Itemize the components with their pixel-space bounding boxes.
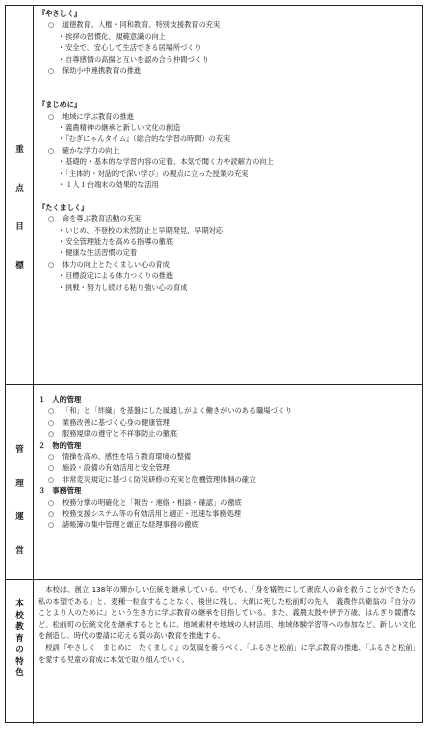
goal-subitem: ・基礎的・基本的な学習内容の定着、本気で聞く力や読解力の向上 <box>58 157 274 167</box>
label-jyuten-mokuhyo <box>6 146 33 300</box>
management-item-text: 業務改善に基づく心身の健康管理 <box>62 417 170 427</box>
goal-heading: 『やさしく』 <box>38 9 82 18</box>
goal-item-text: 保幼小中連携教育の推進 <box>62 66 142 76</box>
goal-item-text: 道徳教育、人権・同和教育、特別支援教育の充実 <box>62 20 221 30</box>
tokushoku-paragraph-1: 本校は、創立 138年の輝かしい伝統を継承している。中でも、「身を犠牲にして衆庶人の命を救うことができたら私の本望である」と、麦種一粒食することなく、後世に残し、大飢に死した松前町の先人 義農作兵衛翁の『自分のことより人のために』という生き方に学ぶ教育の継承を目指している。また、義農太鼓や伊予万歳、はんぎり競漕など、松前町の伝統文化を継承するとともに、地域素材や地域の人材活用、地域体験学習等への参加など、新しい文化を創造し、時代の要請に応える質の高い教育を推進する。 <box>38 585 416 641</box>
management-item <box>38 405 418 416</box>
school-plan-table <box>5 5 423 723</box>
label-char: 教 <box>15 622 24 632</box>
section-divider <box>6 384 422 385</box>
management-item-text: 諸帳簿の集中管理と厳正な経理事務の徹底 <box>62 520 199 530</box>
goal-subitem: ・挑戦・努力し続ける粘り強い心の育成 <box>58 282 188 292</box>
circle-bullet: ○ <box>48 259 55 269</box>
management-item <box>38 428 418 439</box>
label-char: 運 <box>15 512 24 522</box>
section-divider <box>6 579 422 580</box>
management-item <box>38 462 418 473</box>
goal-subitem: ・健康な生活習慣の定着 <box>58 248 138 258</box>
goal-subitem: ・『むぎにゃんタイム』（総合的な学習の時間）の充実 <box>58 134 231 144</box>
label-column-divider <box>33 6 34 724</box>
label-char: 育 <box>15 633 24 644</box>
label-char: 管 <box>15 445 24 455</box>
management-heading: ２ 物的管理 <box>38 440 82 450</box>
management-heading: １ 人的管理 <box>38 395 82 404</box>
label-char: 色 <box>15 668 24 678</box>
circle-bullet: ○ <box>48 417 55 427</box>
label-char: 特 <box>15 656 24 667</box>
management-item-text: 「和」と「絆織」を基盤にした風通しがよく働きがいのある職場づくり <box>62 406 293 416</box>
circle-bullet: ○ <box>48 452 55 462</box>
goal-item-text: 体力の向上とたくましい心の育成 <box>62 259 170 269</box>
circle-bullet: ○ <box>48 509 55 519</box>
management-heading: ３ 事務管理 <box>38 486 82 496</box>
goal-subitem: ・「主体的・対話的で深い学び」の視点に立った授業の充実 <box>58 168 249 178</box>
label-char: 標 <box>15 260 24 271</box>
goal-item-text: 地域に学ぶ教育の推進 <box>62 111 134 121</box>
management-section <box>38 394 418 531</box>
goal-subitem: ・目標設定による体力つくりの推進 <box>58 271 174 281</box>
management-item <box>38 519 418 530</box>
circle-bullet: ○ <box>48 463 55 473</box>
label-char: 本 <box>15 599 24 609</box>
circle-bullet: ○ <box>48 145 55 155</box>
management-item <box>38 417 418 428</box>
management-item-text: 施設・設備の有効活用と安全管理 <box>62 463 170 473</box>
label-kanri-unei <box>6 446 33 580</box>
goal-item <box>38 213 418 224</box>
label-char: 営 <box>15 545 24 556</box>
goal-item <box>38 65 418 76</box>
management-item-text: 校務分掌の明確化と「報告・連絡・相談・確認」の徹底 <box>62 497 242 507</box>
goals-section <box>38 8 418 293</box>
management-item <box>38 451 418 462</box>
tokushoku-section <box>38 584 416 665</box>
circle-bullet: ○ <box>48 474 55 484</box>
label-honkou-kyouiku-tokushoku <box>6 600 33 681</box>
circle-bullet: ○ <box>48 66 55 76</box>
label-char: 重 <box>15 145 24 155</box>
spacer <box>38 76 418 87</box>
circle-bullet: ○ <box>48 20 55 30</box>
goal-heading: 『まじめに』 <box>38 100 82 110</box>
label-char: 校 <box>15 610 24 621</box>
spacer <box>38 88 418 99</box>
spacer <box>38 190 418 201</box>
circle-bullet: ○ <box>48 214 55 224</box>
goal-subitem: ・義農精神の継承と新しい文化の創造 <box>58 123 181 133</box>
goal-subitem: ・自尊感情の高揚と互いを認め合う仲間づくり <box>58 54 209 64</box>
management-item-text: 非常変災規定に基づく防災研修の充実と危機管理体制の確立 <box>62 474 257 484</box>
label-char: 理 <box>15 478 24 489</box>
goal-item <box>38 19 418 30</box>
management-item <box>38 508 418 519</box>
management-item-text: 情操を高め、感性を培う教育環境の整備 <box>62 452 192 462</box>
circle-bullet: ○ <box>48 406 55 416</box>
goal-item <box>38 145 418 156</box>
label-char: 目 <box>15 222 24 232</box>
label-char: の <box>15 645 24 655</box>
tokushoku-paragraph-2: 校訓『やさしく まじめに たくましく』の気風を養うべく、「ふるさと松前」に学ぶ教育の推進、「ふるさと松前」を愛する児童の育成に本気で取り組んでいく。 <box>38 642 416 664</box>
goal-item-text: 確かな学力の向上 <box>62 145 120 155</box>
management-item-text: 校務支援システム等の有効活用と適正・迅速な事務処理 <box>62 509 241 519</box>
goal-item-text: 命を尊ぶ教育活動の充実 <box>62 214 142 224</box>
circle-bullet: ○ <box>48 111 55 121</box>
goal-subitem: ・安全で、安心して生活できる居場所づくり <box>58 43 202 53</box>
circle-bullet: ○ <box>48 497 55 507</box>
goal-item <box>38 259 418 270</box>
goal-item <box>38 111 418 122</box>
goal-subitem: ・１人１台端末の効果的な活用 <box>58 180 159 190</box>
management-item <box>38 474 418 485</box>
circle-bullet: ○ <box>48 520 55 530</box>
management-item-text: 服務規律の遵守と不祥事防止の徹底 <box>62 429 178 439</box>
management-item <box>38 497 418 508</box>
circle-bullet: ○ <box>48 429 55 439</box>
goal-subitem: ・いじめ、不登校の未然防止と早期発見、早期対応 <box>58 225 224 235</box>
goal-subitem: ・安全管理能力を高める指導の徹底 <box>58 237 174 247</box>
label-char: 点 <box>15 183 24 194</box>
goal-heading: 『たくましく』 <box>38 202 89 212</box>
goal-subitem: ・挨拶の習慣化、規範意識の向上 <box>58 31 166 41</box>
